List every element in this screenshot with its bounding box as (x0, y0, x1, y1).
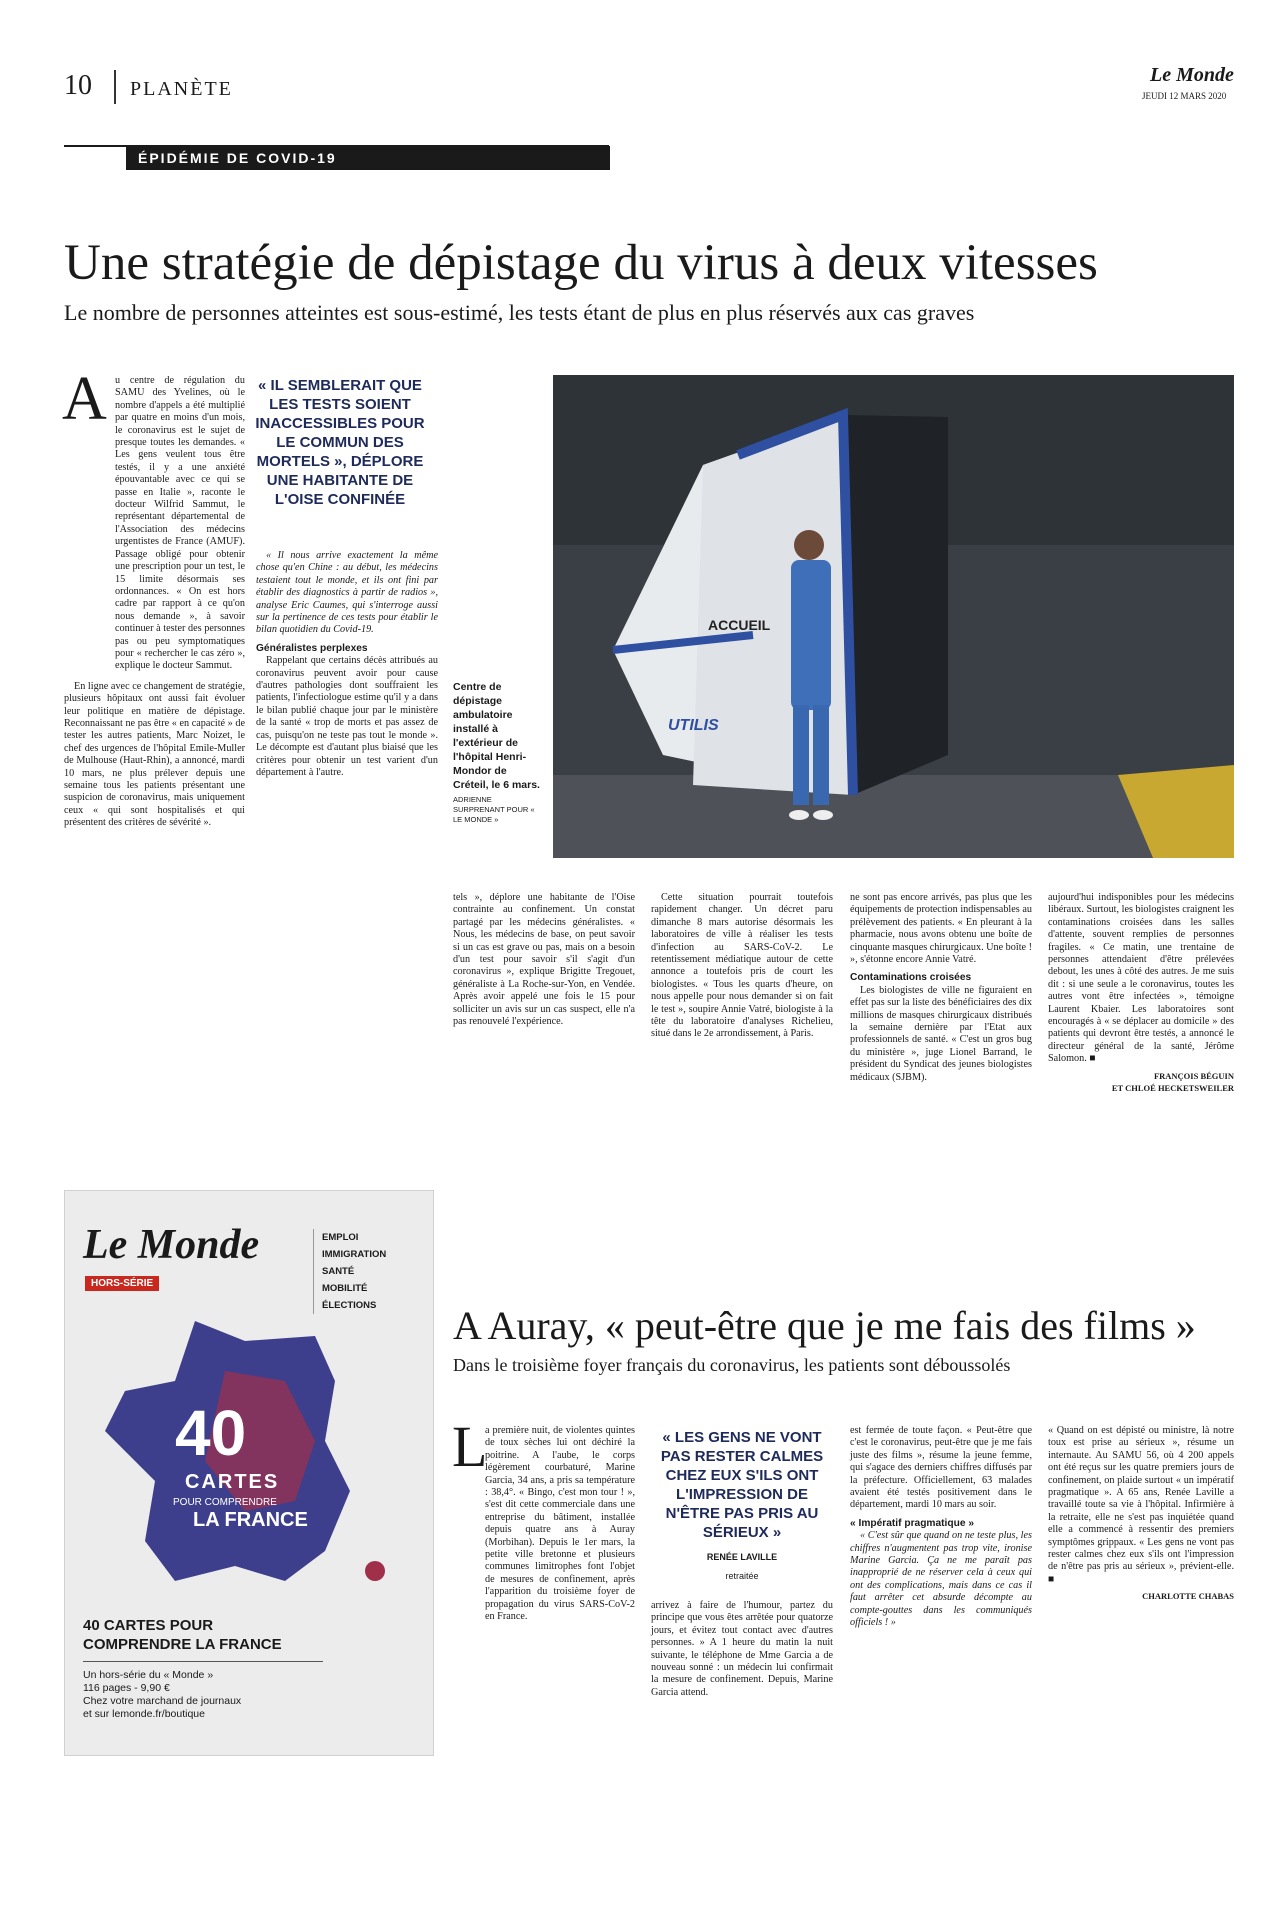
ad-cover-line: POUR COMPRENDRE (173, 1497, 277, 1508)
ad-line: 116 pages - 9,90 € (83, 1682, 170, 1694)
article-column (64, 375, 245, 830)
article-column (850, 892, 1032, 1084)
article-headline: Une stratégie de dépistage du virus à deux vitesses (64, 235, 1098, 291)
ad-cover-line: CARTES (185, 1471, 280, 1493)
kicker-label: ÉPIDÉMIE DE COVID-19 (126, 146, 610, 170)
article-subhead: Le nombre de personnes atteintes est sous-estimé, les tests étant de plus en plus réservés aux cas graves (64, 300, 975, 325)
ad-title: 40 CARTES POUR COMPRENDRE LA FRANCE (83, 1617, 282, 1653)
ad-tags (313, 1229, 386, 1314)
article-column (850, 1425, 1032, 1630)
article-column (256, 550, 438, 779)
header-divider (114, 70, 116, 104)
paragraph: Rappelant que certains décès attribués au coronavirus peuvent avoir pour cause d'autres pathologies dont souffraient les patients, l'infectiologue estime qu'il y a dans le bilan publié chaque jour par le ministère de la santé « trop de morts et pas assez de cas, puisqu'on ne teste pas tout le monde ». Le décompte est d'autant plus biaisé que les critères pour obtenir un test varient d'un département à l'autre. (256, 655, 438, 778)
article-column (453, 1425, 635, 1624)
article-column (651, 892, 833, 1041)
drop-cap: A (62, 365, 107, 433)
ad-line: Un hors-série du « Monde » (83, 1669, 214, 1681)
article-subhead: Dans le troisième foyer français du coronavirus, les patients sont déboussolés (453, 1355, 1011, 1375)
svg-text:UTILIS: UTILIS (668, 717, 719, 734)
section-name: PLANÈTE (130, 78, 233, 100)
issue-date: JEUDI 12 MARS 2020 (1142, 91, 1227, 101)
paragraph: En ligne avec ce changement de stratégie, plusieurs hôpitaux ont aussi fait évoluer leur politique en matière de dépistage. Reconnaissant ne pas être « en capacité » de tester les autres patients, Marc Noizet, le chef des urgences de l'hôpital Emile-Muller de Mulhouse (Haut-Rhin), a annoncé, mardi 10 mars, ne plus prélever depuis une semaine tous les patients présentant une suspicion de coronavirus, mais uniquement ceux « qui sont hospitalisés et qui présentent des critères de sévérité ». (64, 680, 245, 829)
ad-details (83, 1669, 241, 1721)
article-column (1048, 1425, 1234, 1603)
article-photo (553, 375, 1234, 858)
ad-badge: HORS-SÉRIE (85, 1276, 159, 1291)
ad-rule (83, 1661, 323, 1662)
paragraph: Les biologistes de ville ne figuraient en effet pas sur la liste des bénéficiaires des dix millions de masques chirurgicaux distribués la semaine dernière par l'Etat aux professionnels de santé. « C'est un gros bug du ministère », juge Lionel Barrand, le président du Syndicat des jeunes biologistes médicaux (SJBM). (850, 984, 1032, 1083)
quote-author: RENÉE LAVILLE (706, 1552, 778, 1562)
paragraph: « Il nous arrive exactement la même chose qu'en Chine : au début, les médecins testaient tout le monde, et ils ont fini par établir des diagnostics à partir de radios », analyse Eric Caumes, qui s'interroge aussi sur la pertinence de ces tests pour établir le bilan quotidien du Covid-19. (256, 550, 438, 636)
ad-big-number: 40 (175, 1397, 247, 1469)
france-map (85, 1311, 415, 1621)
svg-text:ACCUEIL: ACCUEIL (708, 617, 771, 633)
quote-text: « LES GENS NE VONT PAS RESTER CALMES CHEZ EUX S'ILS ONT L'IMPRESSION DE N'ÊTRE PAS PRIS AU SÉRIEUX » (660, 1429, 824, 1541)
ad-cover-line: LA FRANCE (193, 1509, 308, 1531)
caption-text: Centre de dépistage ambulatoire installé à l'extérieur de l'hôpital Henri-Mondor de Créteil, le 6 mars. (453, 681, 540, 791)
pull-quote (651, 1428, 833, 1586)
ad-tag: MOBILITÉ (322, 1283, 368, 1294)
paragraph: « Quand on est dépisté ou ministre, là notre toux est prise au sérieux », résume un internaute. Au SAMU 56, où 4 200 appels ont été reçus sur les quatre premiers jours de confinement, on plaide surtout « un impératif pragmatique ». A 65 ans, Renée Laville a travaillé toute sa vie à l'hôpital. Infirmière à la retraite, elle ne s'est pas inquiétée quand elle a commencé à ressentir des premiers symptômes grippaux. « Les gens ne vont pas rester calmes chez eux s'ils ont l'impression de n'être pas pris au sérieux », prévient-elle. ■ (1048, 1425, 1234, 1585)
quote-role: retraitée (725, 1571, 759, 1581)
article-headline: A Auray, « peut-être que je me fais des films » (453, 1303, 1196, 1348)
ad-tag: IMMIGRATION (322, 1249, 387, 1260)
ad-tag: ÉLECTIONS (322, 1300, 377, 1311)
ad-tag: SANTÉ (322, 1266, 355, 1277)
photo-credit: ADRIENNE SURPRENANT POUR « LE MONDE » (453, 795, 535, 824)
subhead: Contaminations croisées (850, 972, 972, 984)
paragraph: tels », déplore une habitante de l'Oise contrainte au confinement. Un constat partagé par les médecins généralistes. « Nous, les médecins de base, on peut savoir si un cas est grave ou pas, mais on a besoin d'un test pour savoir s'il s'agit d'un coronavirus », explique Brigitte Tregouet, généraliste à La Roche-sur-Yon, en Vendée. Après avoir appelé une fois le 15 pour solliciter un avis sur un cas suspect, elle n'a pas renouvelé l'expérience. (453, 892, 635, 1028)
paragraph: arrivez à faire de l'humour, partez du principe que vous êtes arrêtée pour quatorze jours, et évitez tout contact avec d'autres personnes. » A 1 heure du matin la nuit suivante, le téléphone de Mme Garcia a de nouveau sonné : un médecin lui confirmait la mesure de confinement. Depuis, Marine Garcia attend. (651, 1600, 833, 1698)
ad-logo: Le Monde (83, 1222, 260, 1268)
paragraph: ne sont pas encore arrivés, pas plus que les équipements de protection indispensables au prélèvement des patients. « En pleurant à la pharmacie, nous avons obtenu une boîte de cinquante masques chirurgicaux. Une boîte ! », s'étonne encore Annie Vatré. (850, 892, 1032, 966)
paragraph: a première nuit, de violentes quintes de toux sèches lui ont déchiré la poitrine. A l'aube, le corps légèrement courbaturé, Marine Garcia, 34 ans, a pris sa température : 38,4°. « Bingo, c'est mon tour ! », s'est dit cette commerciale dans une entreprise du bâtiment, installée depuis quatre ans à Auray (Morbihan). Depuis le 1er mars, la petite ville bretonne et plusieurs communes limitrophes font l'objet de mesures de confinement, après l'apparition du troisième foyer de propagation du virus SARS-CoV-2 en France. (485, 1425, 635, 1623)
byline: ET CHLOÉ HECKETSWEILER (1111, 1083, 1234, 1094)
paragraph: Cette situation pourrait toutefois rapidement changer. Un décret paru dimanche 8 mars autorise désormais les laboratoires de ville à réaliser les tests d'infection au SARS-CoV-2. Le retentissement médiatique autour de cette annonce a toutefois pris de court les biologistes. « Tous les quarts d'heure, on nous appelle pour nous demander si on fait le test », soupire Annie Vatré, biologiste à la tête du laboratoire d'analyses Richelieu, situé dans le 2e arrondissement, à Paris. (651, 892, 833, 1040)
masthead-logo: Le Monde (1150, 64, 1234, 86)
byline: CHARLOTTE CHABAS (1142, 1591, 1234, 1602)
paragraph: est fermée de toute façon. « Peut-être que c'est le coronavirus, peut-être que je me fais juste des films », résume la jeune femme, qui s'agace des derniers chiffres diffusés par la préfecture. Officiellement, 63 malades avaient été testés positivement dans le département, mardi 10 mars au soir. (850, 1425, 1032, 1511)
subhead: Généralistes perplexes (256, 642, 368, 654)
paragraph: « C'est sûr que quand on ne teste plus, les chiffres n'augmentent pas trop vite, ironise Marine Garcia. Ça ne me paraît pas inapproprié de ne réserver cela à ceux qui ont des complications, mais dans ce cas il faut arrêter cet absurde décompte au compte-gouttes dans les communiqués officiels ! » (850, 1530, 1032, 1629)
paragraph: u centre de régulation du SAMU des Yvelines, où le nombre d'appels a été multiplié par quatre en moins d'un mois, le coronavirus est le sujet de presque toutes les demandes. « Les gens veulent tous être testés, il y a une anxiété épouvantable avec ce qui se passe en Italie », raconte le docteur Wilfrid Sammut, le représentant départemental de l'Association des médecins urgentistes de France (AMUF). Passage obligé pour obtenir une prescription pour un test, le 15 limite désormais ses ordonnances. « On est hors cadre par rapport à ce qu'on nous demande », à savoir continuer à tester des personnes pas ou peu symptomatiques pour « rechercher le cas zéro », explique le docteur Sammut. (115, 375, 245, 672)
subhead: « Impératif pragmatique » (850, 1517, 974, 1529)
ad-tag: EMPLOI (322, 1232, 359, 1243)
pull-quote: « IL SEMBLERAIT QUE LES TESTS SOIENT INACCESSIBLES POUR LE COMMUN DES MORTELS », DÉPLORE UNE HABITANTE DE L'OISE CONFINÉE (255, 377, 425, 508)
paragraph: aujourd'hui indisponibles pour les médecins libéraux. Surtout, les biologistes craignent les contaminations croisées dans les salles d'attente, souvent remplies de personnes fragiles. « Ce matin, une trentaine de personnes attendaient d'être prélevées debout, les unes à côté des autres. Je me suis dit : si une seule a le coronavirus, toutes les autres vont être infectées », témoigne Laurent Kbaier. Les laboratoires sont encouragés à « se déplacer au domicile » des patients qui devront être testés, a annoncé le directeur général de la santé, Jérôme Salomon. ■ (1048, 892, 1234, 1065)
photo-caption (453, 680, 541, 825)
page-number: 10 (64, 70, 92, 101)
article-column (1048, 892, 1234, 1095)
article-column (453, 892, 635, 1028)
ad-line: et sur lemonde.fr/boutique (83, 1708, 205, 1720)
hors-serie-ad[interactable] (64, 1190, 434, 1756)
ad-line: Chez votre marchand de journaux (83, 1695, 242, 1707)
article-column (651, 1600, 833, 1699)
byline: FRANÇOIS BÉGUIN (1153, 1070, 1234, 1081)
drop-cap: L (452, 1414, 488, 1479)
